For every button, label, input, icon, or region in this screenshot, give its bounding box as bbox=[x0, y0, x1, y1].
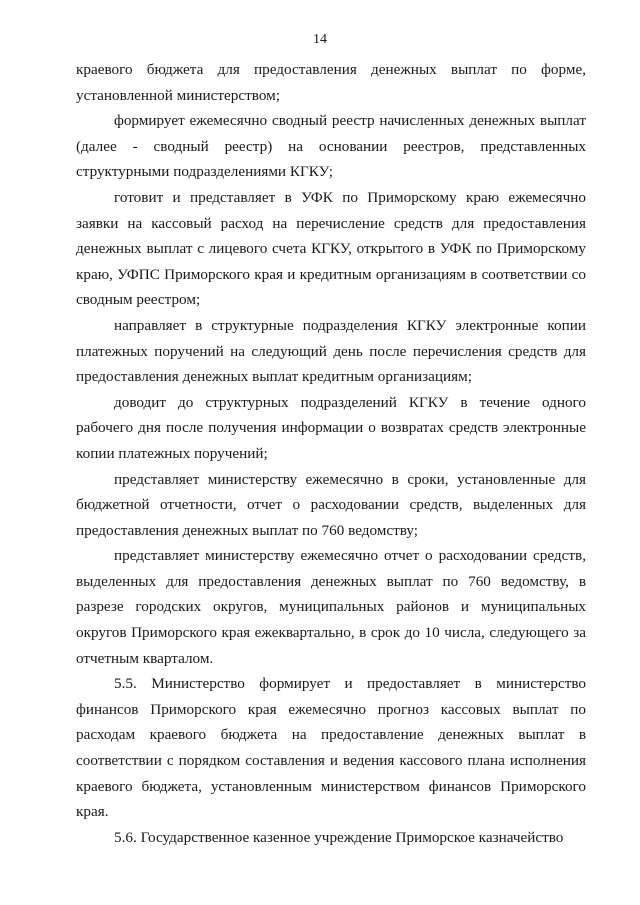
paragraph: представляет министерству ежемесячно отчет о расходовании средств, выделенных для предоставления денежных выплат по 760 ведомству, в разрезе городских округов, муниципальных районов и муниципальных округов Приморского края ежеквартально, в срок до 10 числа, следующего за отчетным кварталом. bbox=[76, 547, 586, 667]
document-body bbox=[76, 57, 586, 850]
paragraph: представляет министерству ежемесячно в сроки, установленные для бюджетной отчетности, отчет о расходовании средств, выделенных для предоставления денежных выплат по 760 ведомству; bbox=[76, 470, 586, 539]
paragraph: 5.6. Государственное казенное учреждение Приморское казначейство bbox=[114, 828, 564, 846]
paragraph: готовит и представляет в УФК по Приморскому краю ежемесячно заявки на кассовый расход на перечисление средств для предоставления денежных выплат с лицевого счета КГКУ, открытого в УФК по Приморскому краю, УФПС Приморского края и кредитным организациям в соответствии со сводным реестром; bbox=[76, 188, 586, 309]
page-number: 14 bbox=[313, 32, 327, 47]
paragraph: 5.5. Министерство формирует и предоставляет в министерство финансов Приморского края ежемесячно прогноз кассовых выплат по расходам краевого бюджета на предоставление денежных выплат в соответствии с порядком составления и ведения кассового плана исполнения краевого бюджета, установленным министерством финансов Приморского края. bbox=[76, 675, 586, 821]
paragraph: краевого бюджета для предоставления денежных выплат по форме, установленной министерством; bbox=[76, 61, 586, 104]
paragraph: формирует ежемесячно сводный реестр начисленных денежных выплат (далее - сводный реестр) на основании реестров, представленных структурными подразделениями КГКУ; bbox=[76, 112, 586, 181]
paragraph: доводит до структурных подразделений КГКУ в течение одного рабочего дня после получения информации о возвратах средств электронные копии платежных поручений; bbox=[76, 393, 586, 462]
paragraph: направляет в структурные подразделения КГКУ электронные копии платежных поручений на следующий день после перечисления средств для предоставления денежных выплат кредитным организациям; bbox=[76, 316, 586, 386]
